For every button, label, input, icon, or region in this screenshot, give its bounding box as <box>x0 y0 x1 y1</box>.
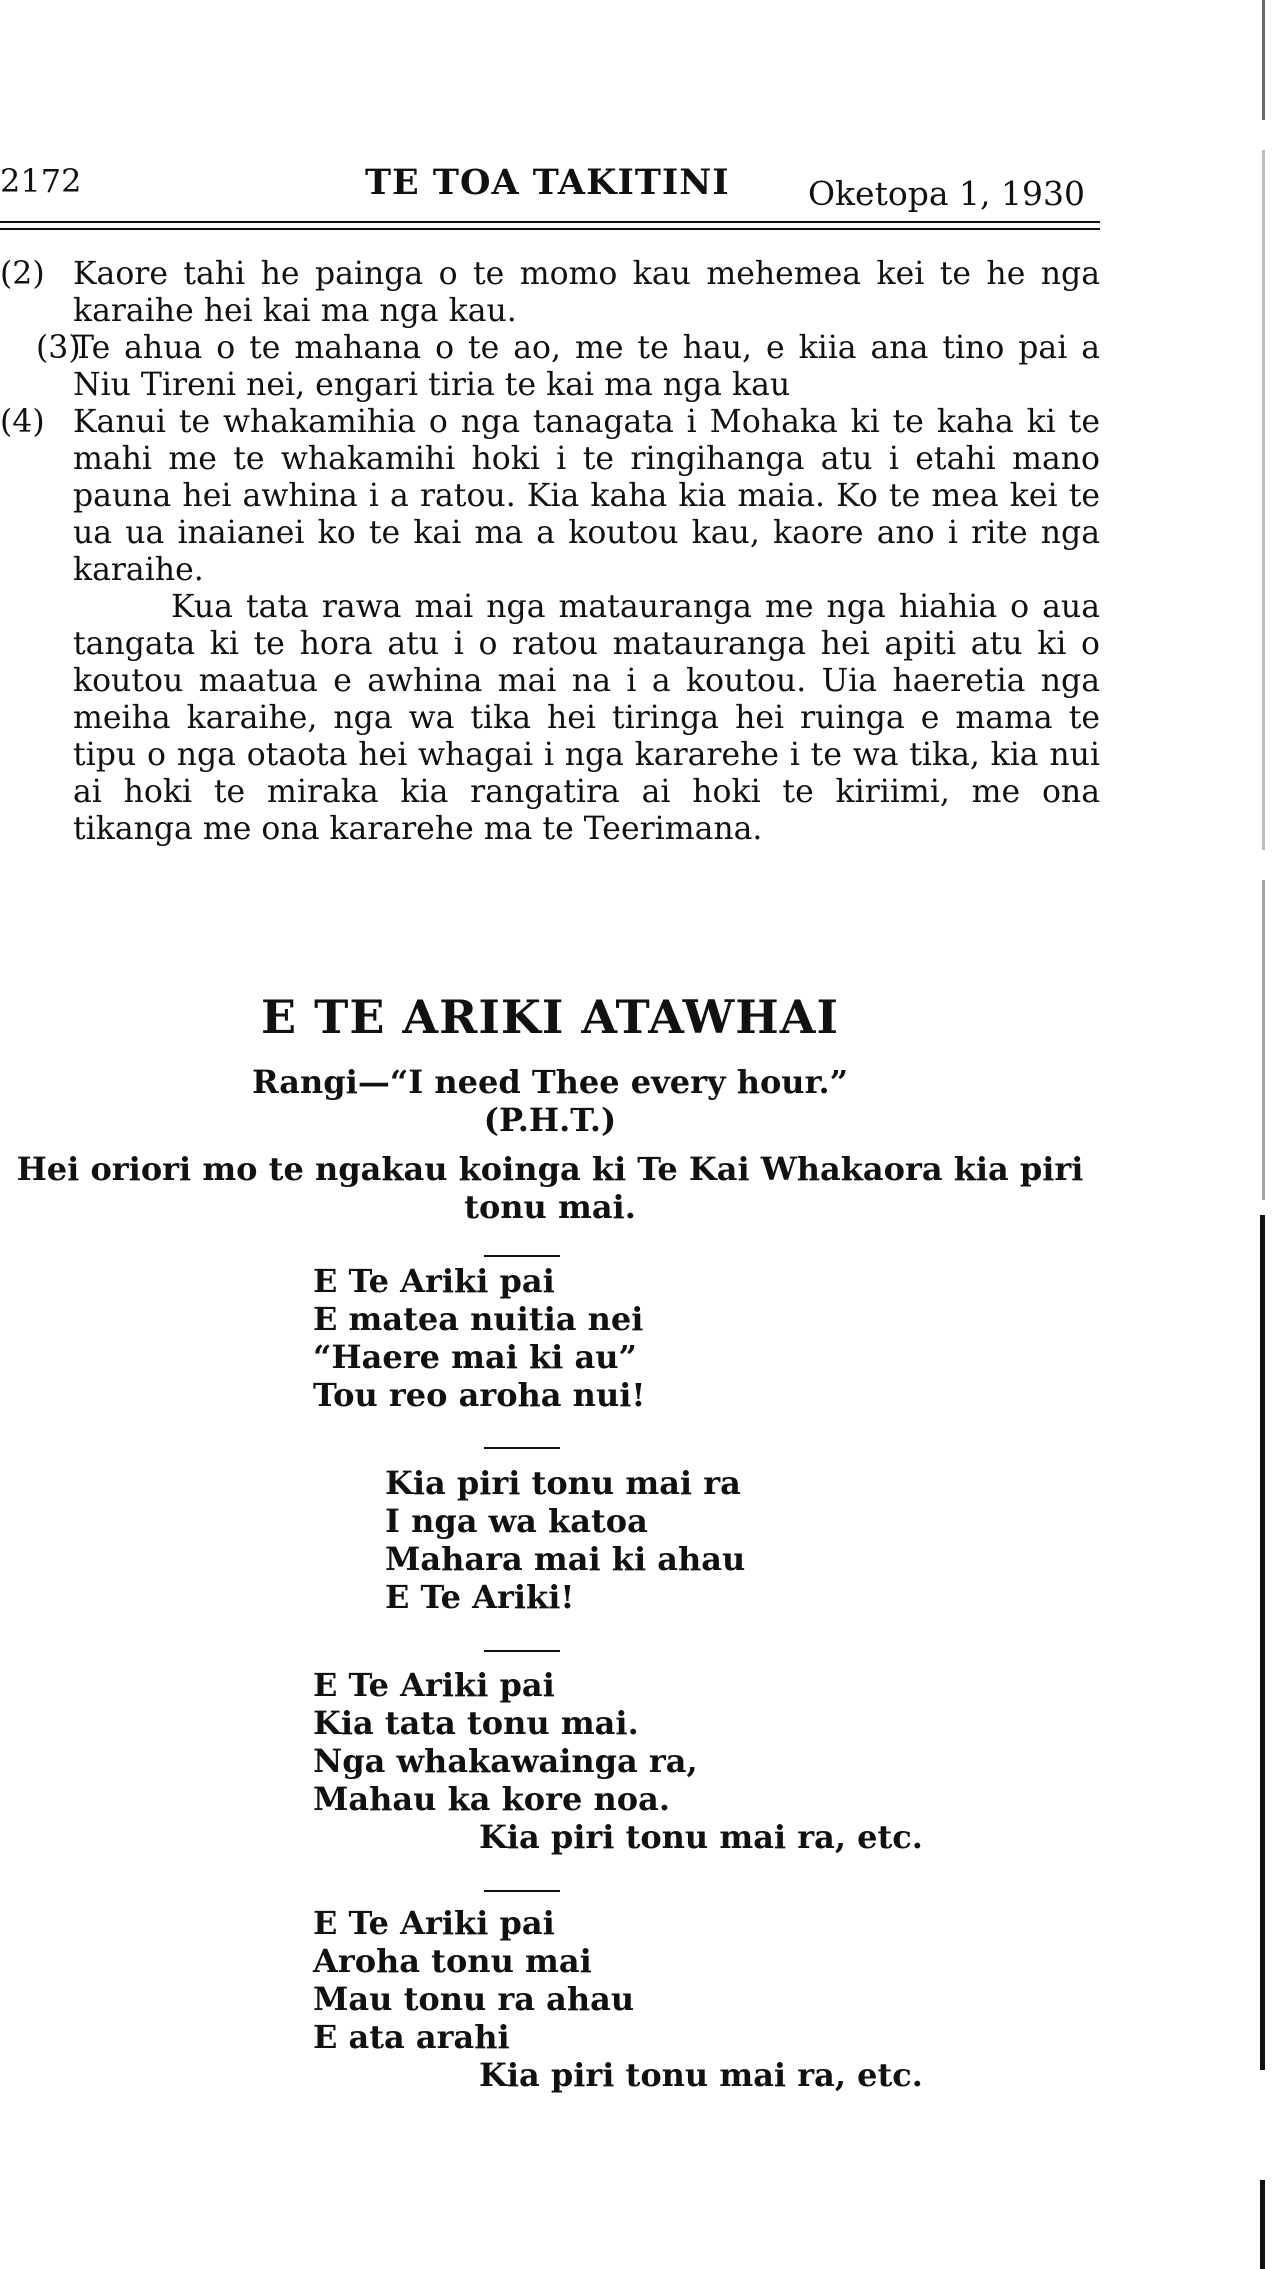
refrain-line: Kia piri tonu mai ra, etc. <box>479 1818 923 1856</box>
verse-line: Nga whakawainga ra, <box>313 1742 698 1780</box>
hymn-author: (P.H.T.) <box>483 1101 617 1139</box>
header-rule-top <box>0 221 1100 223</box>
tune-line: Rangi—“I need Thee every hour.” <box>251 1063 849 1101</box>
verse-line: E Te Ariki pai <box>313 1666 555 1704</box>
verse-line: Kia piri tonu mai ra <box>385 1464 741 1502</box>
stanza-divider <box>484 1650 560 1652</box>
verse-line: Mahara mai ki ahau <box>385 1540 746 1578</box>
hymn-title: E TE ARIKI ATAWHAI <box>261 990 839 1044</box>
stanza-divider <box>484 1447 560 1449</box>
publication-title: TE TOA TAKITINI <box>365 162 730 203</box>
binding-mark <box>1260 2180 1265 2269</box>
article-paragraph: Kua tata rawa mai nga matauranga me nga hiahia o aua tangata ki te hora atu i o ratou matauranga hei apiti atu ki o koutou maatua e awhina mai na i a koutou. Uia haeretia nga meiha karaihe, nga wa tika hei tiringa hei ruinga e mama te tipu o nga otaota hei whagai i nga kararehe i te wa tika, kia nui ai hoki te miraka kia rangatira ai hoki te kiriimi, me ona tikanga me ona kararehe ma te Teerimana. <box>73 589 1100 847</box>
page-binding-edge <box>1240 0 1280 2269</box>
binding-mark <box>1262 880 1265 1200</box>
header-rule-bottom <box>0 228 1100 230</box>
list-item <box>0 330 1100 404</box>
verse-line: Aroha tonu mai <box>313 1942 592 1980</box>
page-number: 2172 <box>0 162 82 200</box>
stanza-1 <box>313 1262 645 1414</box>
verse-line: Mau tonu ra ahau <box>313 1980 635 2018</box>
item-number: (3) <box>36 330 81 366</box>
verse-line: Kia tata tonu mai. <box>313 1704 639 1742</box>
hymn-tune <box>0 1063 1100 1139</box>
hymn-intro: Hei oriori mo te ngakau koinga ki Te Kai Whakaora kia piri tonu mai. <box>16 1150 1084 1226</box>
verse-line: E Te Ariki pai <box>313 1262 555 1300</box>
binding-mark <box>1262 150 1265 850</box>
item-text: Kanui te whakamihia o nga tanagata i Mohaka ki te kaha ki te mahi me te whakamihi hoki i te ringihanga atu i etahi mano pauna hei awhina i a ratou. Kia kaha kia maia. Ko te mea kei te ua ua inaianei ko te kai ma a koutou kau, kaore ano i rite nga karaihe. <box>73 404 1100 588</box>
item-number: (2) <box>0 256 45 292</box>
stanza-3 <box>313 1904 923 2094</box>
refrain-line: Kia piri tonu mai ra, etc. <box>479 2056 923 2094</box>
stanza-2 <box>313 1666 923 1856</box>
item-number: (4) <box>0 404 45 440</box>
stanza-divider <box>484 1255 560 1257</box>
item-text: Te ahua o te mahana o te ao, me te hau, e kiia ana tino pai a Niu Tireni nei, engari tiria te kai ma nga kau <box>73 330 1100 403</box>
stanza-divider <box>484 1890 560 1892</box>
verse-line: Tou reo aroha nui! <box>313 1376 646 1414</box>
issue-date: Oketopa 1, 1930 <box>808 174 1085 213</box>
article-body <box>0 256 1100 848</box>
list-item <box>0 256 1100 330</box>
verse-line: E Te Ariki pai <box>313 1904 555 1942</box>
chorus <box>385 1464 745 1616</box>
page-header <box>0 150 1100 213</box>
verse-line: E matea nuitia nei <box>313 1300 644 1338</box>
binding-mark <box>1260 1215 1265 2070</box>
verse-line: E Te Ariki! <box>385 1578 575 1616</box>
binding-mark <box>1262 0 1265 120</box>
item-text: Kaore tahi he painga o te momo kau mehemea kei te he nga karaihe hei kai ma nga kau. <box>73 256 1100 329</box>
verse-line: E ata arahi <box>313 2018 510 2056</box>
verse-line: “Haere mai ki au” <box>313 1338 637 1376</box>
list-item <box>0 404 1100 589</box>
verse-line: Mahau ka kore noa. <box>313 1780 670 1818</box>
verse-line: I nga wa katoa <box>385 1502 648 1540</box>
